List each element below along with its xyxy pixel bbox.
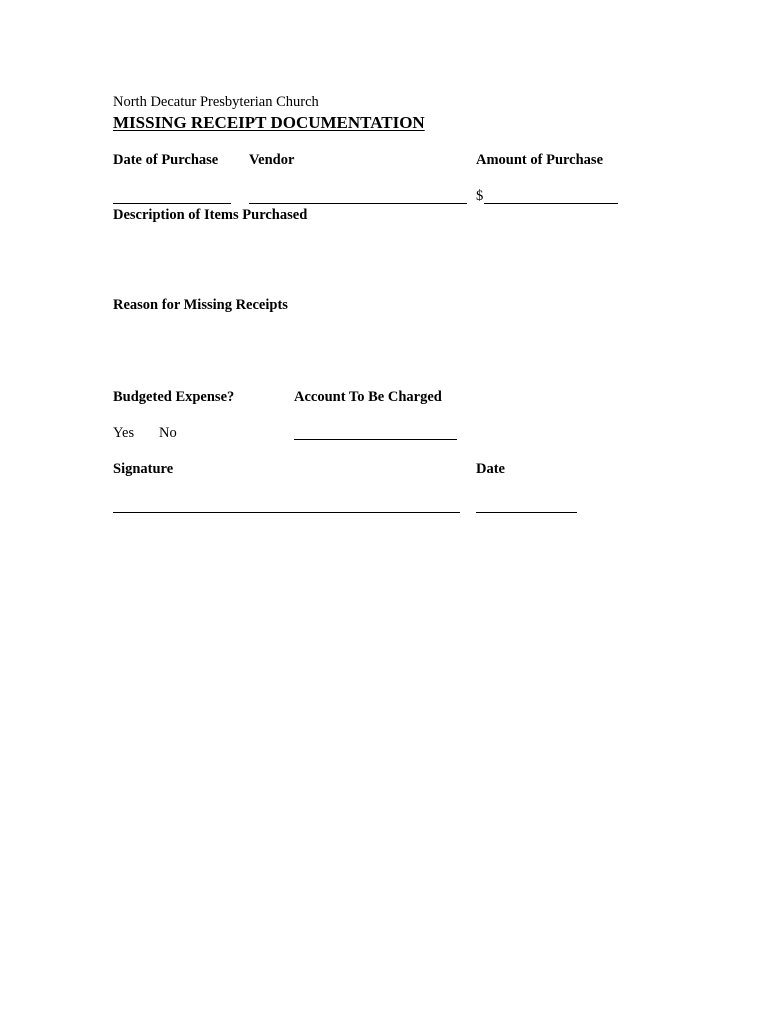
- date-of-purchase-label: Date of Purchase: [113, 152, 219, 168]
- amount-of-purchase-label: Amount of Purchase: [476, 152, 604, 168]
- signature-field[interactable]: [113, 512, 460, 513]
- organization-name: North Decatur Presbyterian Church: [113, 94, 319, 110]
- budgeted-yes-option[interactable]: Yes: [113, 425, 135, 441]
- signature-label: Signature: [113, 461, 174, 477]
- signature-date-field[interactable]: [476, 512, 577, 513]
- currency-symbol: $: [476, 188, 484, 204]
- amount-of-purchase-field[interactable]: [484, 203, 618, 204]
- form-title: MISSING RECEIPT DOCUMENTATION: [113, 113, 425, 132]
- vendor-field[interactable]: [249, 203, 467, 204]
- account-to-be-charged-field[interactable]: [294, 439, 457, 440]
- account-to-be-charged-label: Account To Be Charged: [294, 389, 442, 405]
- budgeted-no-option[interactable]: No: [159, 425, 177, 441]
- budgeted-expense-label: Budgeted Expense?: [113, 389, 235, 405]
- date-of-purchase-field[interactable]: [113, 203, 231, 204]
- vendor-label: Vendor: [249, 152, 295, 168]
- description-field[interactable]: [113, 228, 633, 288]
- description-label: Description of Items Purchased: [113, 207, 308, 223]
- reason-field[interactable]: [113, 318, 633, 380]
- signature-date-label: Date: [476, 461, 505, 477]
- reason-label: Reason for Missing Receipts: [113, 297, 288, 313]
